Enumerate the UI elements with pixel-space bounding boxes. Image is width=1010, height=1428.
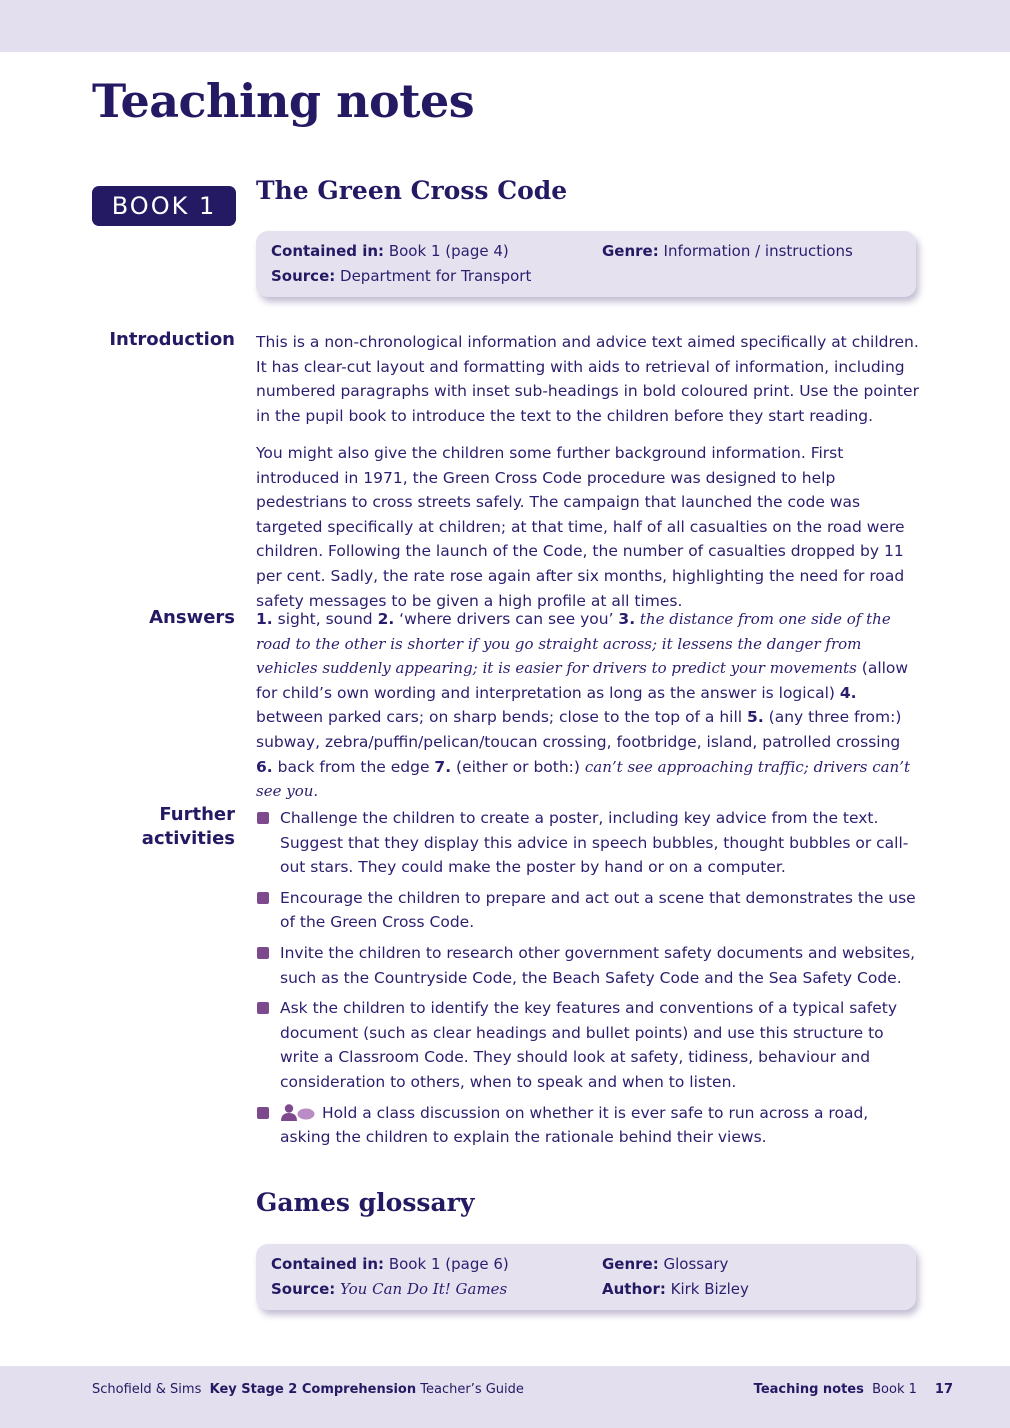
genre-value: Information / instructions [663, 242, 853, 260]
answer-italic: the distance from one side of the road to the other is shorter if you go straight across; it lessens the danger from vehicles suddenly appearing; it is easier for drivers to predict your movements [256, 610, 891, 678]
contained-in [271, 242, 509, 260]
further-activities-list [256, 806, 920, 1156]
answer: between parked cars; on sharp bends; close to the top of a hill [256, 708, 748, 727]
answer-number: 2. [377, 610, 395, 628]
answer: ‘where drivers can see you’ [394, 610, 619, 628]
square-bullet-icon [257, 892, 269, 904]
answer-italic: can’t see approaching traffic; drivers can’t see you. [256, 757, 910, 801]
answer: (any three from:) subway, zebra/puffin/pelican/toucan crossing, footbridge, island, patrolled crossing [256, 708, 902, 751]
section-title-green-cross-code: The Green Cross Code [256, 176, 568, 205]
footer-right [754, 1382, 953, 1397]
answer-number: 5. [747, 708, 764, 727]
activity-text: Encourage the children to prepare and act out a scene that demonstrates the use of the Green Cross Code. [280, 888, 916, 932]
further-label-line2: activities [141, 828, 235, 849]
activity-item [256, 886, 920, 935]
activity-text: Ask the children to identify the key features and conventions of a typical safety document (such as clear headings and bullet points) and use this structure to write a Classroom Code. They should look at safety, tidiness, behaviour and consideration to others, when to speak and when to listen. [280, 999, 898, 1091]
footer-section: Teaching notes [753, 1382, 864, 1397]
source [271, 1280, 507, 1298]
contained-in-value: Book 1 (page 6) [388, 1255, 509, 1273]
answers-label: Answers [149, 607, 235, 628]
genre-value: Glossary [663, 1255, 729, 1273]
contained-in [271, 1255, 509, 1273]
square-bullet-icon [257, 812, 269, 824]
author-value: Kirk Bizley [670, 1280, 749, 1298]
activity-text: Challenge the children to create a poster, including key advice from the text. Suggest that they display this advice in speech bubbles, thought bubbles or call-out stars. They could make the poster by hand or on a computer. [280, 809, 909, 877]
genre [602, 242, 853, 260]
contained-in-value: Book 1 (page 4) [388, 242, 509, 260]
footer-guide: Teacher’s Guide [420, 1382, 524, 1397]
square-bullet-icon [257, 1107, 269, 1119]
footer-series: Key Stage 2 Comprehension [209, 1382, 417, 1397]
top-band [0, 0, 1010, 52]
footer-book: Book 1 [872, 1382, 917, 1397]
activity-text: Hold a class discussion on whether it is ever safe to run across a road, asking the children to explain the rationale behind their views. [280, 1103, 869, 1147]
answer: (allow for child’s own wording and interpretation as long as the answer is logical) [256, 659, 909, 702]
answers-text [256, 607, 920, 804]
answer: (either or both:) [451, 757, 585, 776]
answer: back from the edge [272, 757, 435, 776]
activity-text: Invite the children to research other government safety documents and websites, such as the Countryside Code, the Beach Safety Code and the Sea Safety Code. [280, 943, 916, 987]
source-label: Source: [271, 1280, 336, 1298]
source-value: Department for Transport [340, 267, 532, 285]
source-label: Source: [271, 267, 336, 285]
contained-in-label: Contained in: [271, 1255, 385, 1273]
author [602, 1280, 749, 1298]
author-label: Author: [602, 1280, 666, 1298]
further-label-line1: Further [159, 804, 235, 825]
section-title-games-glossary: Games glossary [256, 1188, 475, 1217]
page-title: Teaching notes [92, 74, 475, 128]
introduction-paragraph: You might also give the children some further background information. First introduced in 1971, the Green Cross Code procedure was designed to help pedestrians to cross streets safely. The campaign that launched the code was targeted specifically at children; at that time, half of all casualties on the road were children. Following the launch of the Code, the number of casualties dropped by 11 per cent. Sadly, the rate rose again after six months, highlighting the need for road safety messages to be given a high profile at all times. [256, 444, 905, 610]
answer-number: 1. [256, 610, 273, 628]
answer: sight, sound [272, 610, 378, 628]
contained-in-label: Contained in: [271, 242, 385, 260]
answer-number: 7. [434, 757, 452, 776]
answer-number: 4. [839, 683, 857, 702]
genre-label: Genre: [602, 1255, 659, 1273]
book-badge: BOOK 1 [92, 186, 236, 226]
square-bullet-icon [257, 947, 269, 959]
activity-item [256, 996, 920, 1094]
discussion-icon [280, 1104, 316, 1121]
further-activities-label [142, 803, 235, 851]
activity-item [256, 806, 920, 880]
info-box-games-glossary [256, 1244, 916, 1310]
introduction-label: Introduction [109, 329, 235, 350]
answer-number: 6. [256, 757, 273, 776]
footer-band [0, 1366, 1010, 1428]
source-value: You Can Do It! Games [340, 1280, 508, 1298]
introduction-paragraph: This is a non-chronological information and advice text aimed specifically at children. It has clear-cut layout and formatting with aids to retrieval of information, including numbered paragraphs with inset sub-headings in bold coloured print. Use the pointer in the pupil book to introduce the text to the children before they start reading. [256, 333, 919, 425]
activity-item [256, 941, 920, 990]
footer-left [92, 1382, 524, 1397]
info-box-green-cross-code [256, 231, 916, 297]
page-number: 17 [934, 1382, 953, 1397]
footer-publisher: Schofield & Sims [92, 1382, 202, 1397]
genre-label: Genre: [602, 242, 659, 260]
activity-item [256, 1101, 920, 1150]
answer-number: 3. [618, 610, 636, 628]
source [271, 267, 531, 285]
genre [602, 1255, 728, 1273]
square-bullet-icon [257, 1002, 269, 1014]
